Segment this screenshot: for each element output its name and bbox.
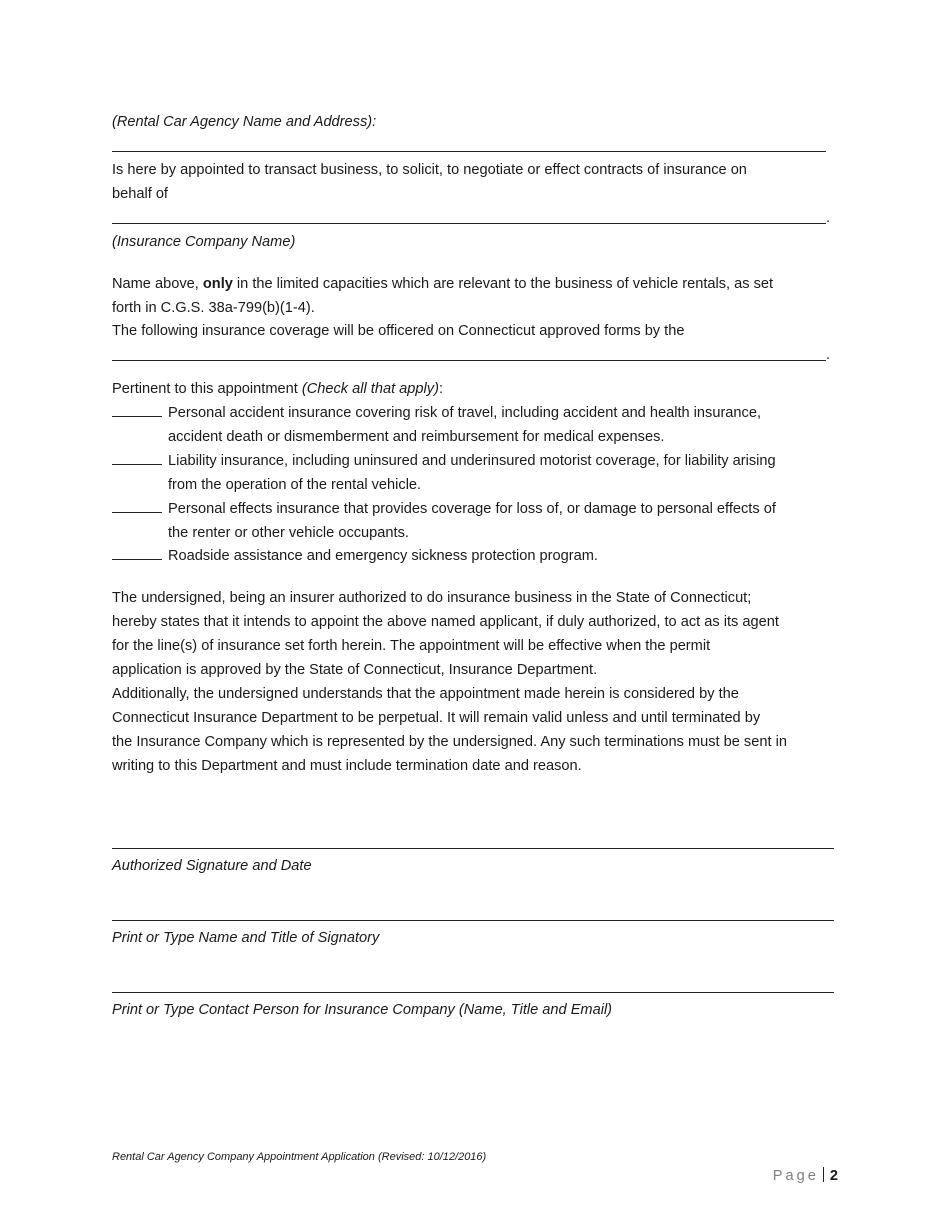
agency-name-label: (Rental Car Agency Name and Address): [112, 114, 377, 130]
check-blank[interactable] [112, 450, 162, 465]
signatory-name-blank[interactable] [112, 920, 834, 921]
checklist-item-text: Liability insurance, including uninsured and underinsured motorist coverage, for liability arising [168, 453, 776, 469]
limited-capacity-text-line-2: forth in C.G.S. 38a-799(b)(1-4). [112, 300, 315, 316]
checklist-item-continuation: from the operation of the rental vehicle. [168, 477, 422, 493]
check-blank[interactable] [112, 402, 162, 417]
checklist-intro-prefix: Pertinent to this appointment [112, 381, 302, 397]
coverage-text: The following insurance coverage will be officered on Connecticut approved forms by the [112, 323, 685, 339]
page-label: Page [772, 1168, 819, 1184]
checklist-item-text: Personal accident insurance covering risk of travel, including accident and health insurance, [168, 405, 762, 421]
blank-period: . [826, 347, 831, 363]
appointment-text-line-2: behalf of [112, 186, 168, 202]
statement-line: The undersigned, being an insurer authorized to do insurance business in the State of Connecticut; [112, 590, 752, 606]
insurance-company-label: (Insurance Company Name) [112, 234, 296, 250]
check-blank[interactable] [112, 545, 162, 560]
limited-capacity-text-line-1 [112, 272, 773, 296]
checklist-item-text: Roadside assistance and emergency sickness protection program. [168, 548, 598, 564]
statement-line: the Insurance Company which is represented by the undersigned. Any such terminations must be sent in [112, 734, 787, 750]
authorized-signature-blank[interactable] [112, 848, 834, 849]
page-number [773, 1164, 838, 1188]
coverage-provider-blank[interactable] [112, 360, 826, 361]
contact-person-label: Print or Type Contact Person for Insurance Company (Name, Title and Email) [112, 1002, 613, 1018]
statement-line: writing to this Department and must include termination date and reason. [112, 758, 582, 774]
statement-line: hereby states that it intends to appoint the above named applicant, if duly authorized, to act as its agent [112, 614, 779, 630]
only-emphasis: only [202, 276, 233, 292]
checklist-item-continuation: the renter or other vehicle occupants. [168, 525, 409, 541]
checklist-intro [112, 377, 443, 401]
statement-line: for the line(s) of insurance set forth herein. The appointment will be effective when the permit [112, 638, 711, 654]
contact-person-blank[interactable] [112, 992, 834, 993]
blank-period: . [826, 210, 831, 226]
checklist-intro-italic: (Check all that apply) [301, 381, 439, 397]
statement-line: application is approved by the State of Connecticut, Insurance Department. [112, 662, 598, 678]
checklist-item [112, 401, 761, 425]
checklist-item [112, 544, 598, 568]
checklist-item-text: Personal effects insurance that provides coverage for loss of, or damage to personal effects of [168, 501, 776, 517]
checklist-item [112, 497, 776, 521]
agency-name-blank[interactable] [112, 151, 826, 152]
authorized-signature-label: Authorized Signature and Date [112, 858, 312, 874]
checklist-item [112, 449, 776, 473]
limited-capacity-suffix: in the limited capacities which are relevant to the business of vehicle rentals, as set [232, 276, 774, 292]
statement-line: Additionally, the undersigned understands that the appointment made herein is considered by the [112, 686, 739, 702]
statement-line: Connecticut Insurance Department to be perpetual. It will remain valid unless and until terminated by [112, 710, 761, 726]
checklist-item-continuation: accident death or dismemberment and reimbursement for medical expenses. [168, 429, 665, 445]
page-digit: 2 [829, 1168, 838, 1184]
appointment-text-line-1: Is here by appointed to transact business, to solicit, to negotiate or effect contracts of insurance on [112, 162, 747, 178]
footer-form-title: Rental Car Agency Company Appointment Application (Revised: 10/12/2016) [112, 1151, 487, 1163]
checklist-intro-suffix: : [438, 381, 443, 397]
insurance-company-blank[interactable] [112, 223, 826, 224]
check-blank[interactable] [112, 498, 162, 513]
page-separator [823, 1167, 824, 1182]
limited-capacity-prefix: Name above, [112, 276, 203, 292]
signatory-name-label: Print or Type Name and Title of Signatory [112, 930, 380, 946]
